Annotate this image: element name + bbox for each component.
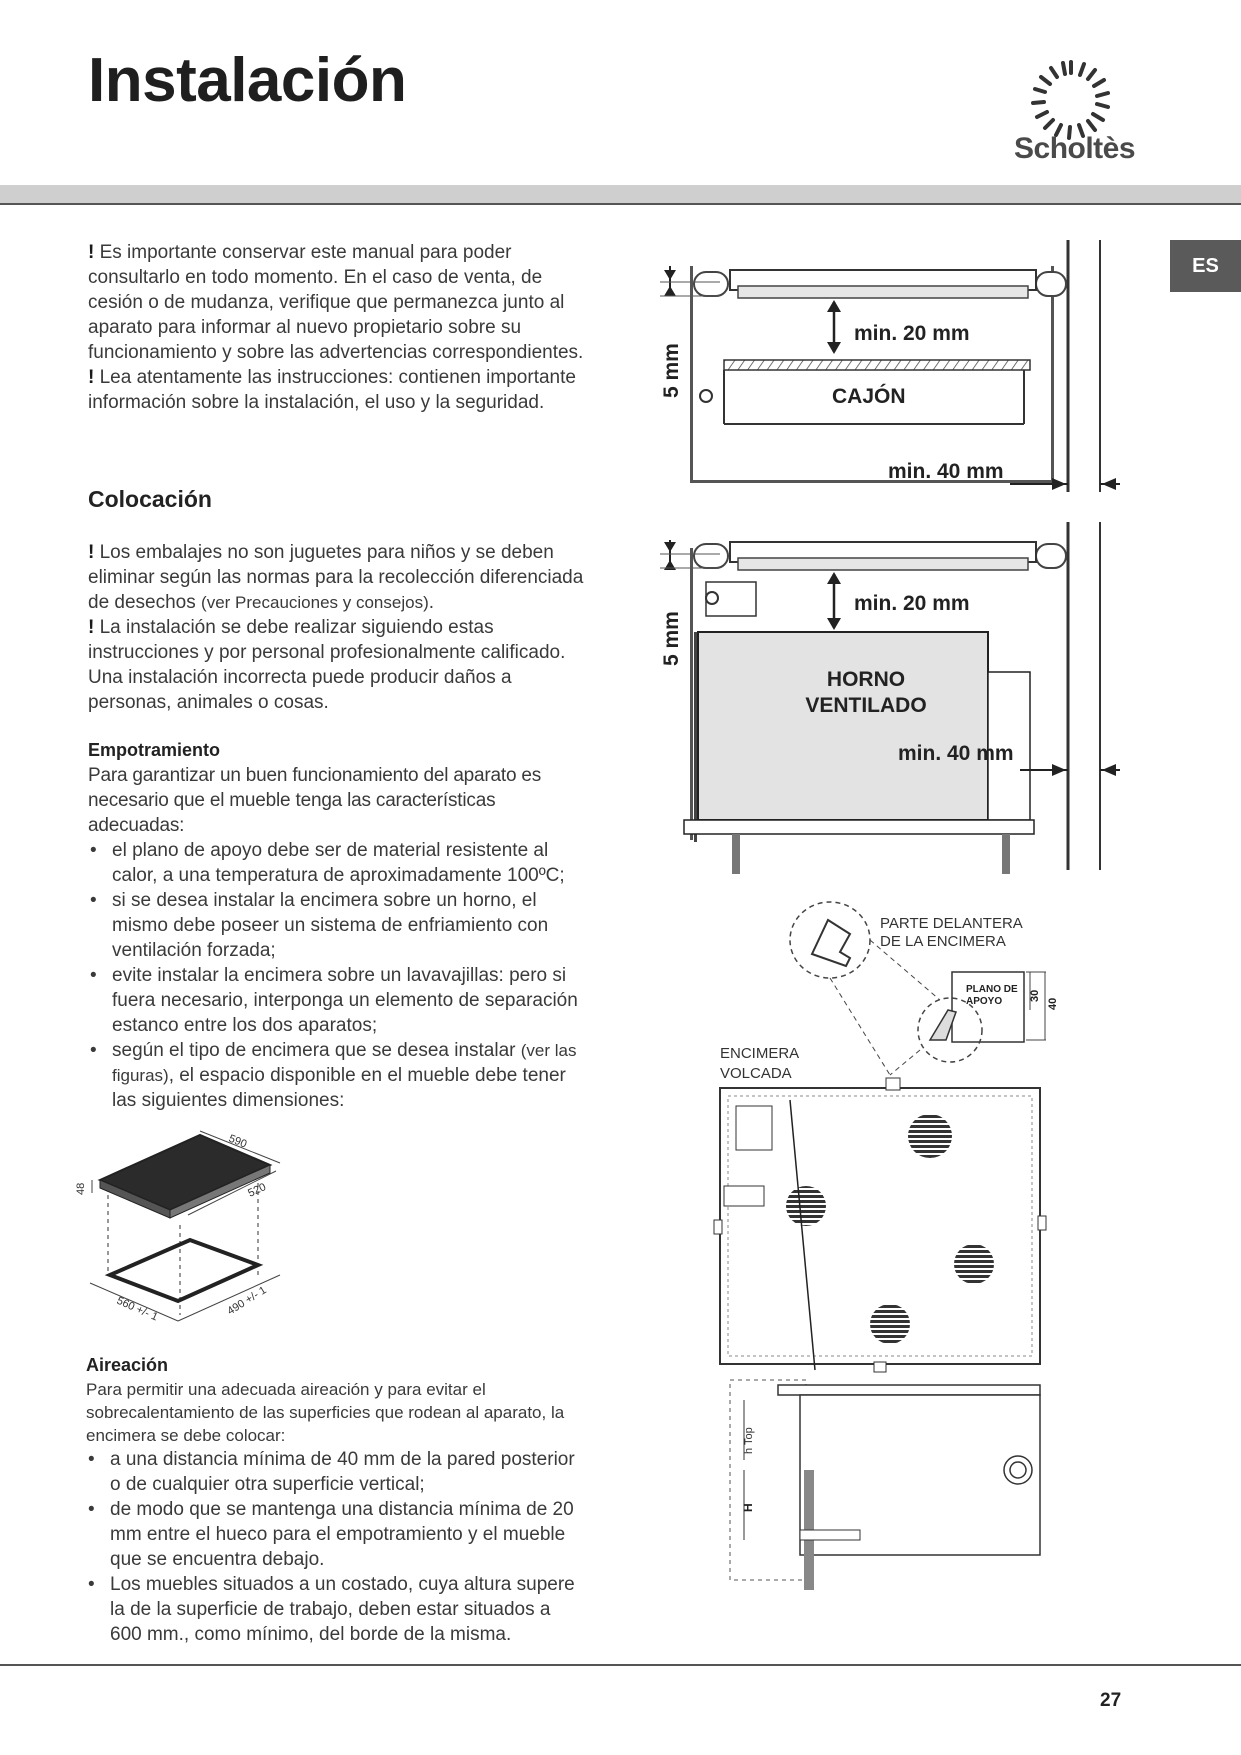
oven-diagram xyxy=(660,522,1120,874)
drawer-diagram xyxy=(660,240,1120,492)
oven-thickness: 5 mm xyxy=(660,611,683,666)
drawer-gap-side: min. 40 mm xyxy=(888,460,1004,483)
empotramiento-heading: Empotramiento xyxy=(88,740,221,760)
header-divider xyxy=(0,203,1241,205)
mounting-diagram xyxy=(700,900,1100,1620)
page-number: 27 xyxy=(1100,1690,1122,1711)
language-tab[interactable]: ES xyxy=(1170,240,1241,292)
page-title: Instalación xyxy=(88,46,407,115)
header-band xyxy=(0,185,1241,203)
list-item: • de modo que se mantenga una distancia mínima de 20 mm entre el hueco para el empotramiento y el mueble que se encuentra debajo. xyxy=(86,1497,586,1572)
hob-dimension-drawing xyxy=(75,1125,320,1335)
dim-depth: 520 xyxy=(246,1181,268,1200)
aireacion-section xyxy=(86,1355,586,1647)
dim-cut-depth: 490 +/- 1 xyxy=(225,1284,269,1318)
colocacion-para-1: ! Los embalajes no son juguetes para niños y se deben eliminar según las normas para la recolección diferenciada de desechos (ver Precauciones y consejos). xyxy=(88,542,584,613)
h-top-label: h Top xyxy=(743,1427,755,1454)
oven-gap-top: min. 20 mm xyxy=(854,592,970,615)
list-item: • a una distancia mínima de 40 mm de la pared posterior o de cualquier otra superficie vertical; xyxy=(86,1447,586,1497)
aireacion-heading: Aireación xyxy=(86,1355,169,1375)
list-item: • si se desea instalar la encimera sobre un horno, el mismo debe poseer un sistema de enfriamiento con ventilación forzada; xyxy=(88,888,588,963)
dim-width: 590 xyxy=(226,1132,249,1151)
list-item: • el plano de apoyo debe ser de material resistente al calor, a una temperatura de aproximadamente 100ºC; xyxy=(88,838,588,888)
oven-label-2: VENTILADO xyxy=(805,694,927,717)
dim-30: 30 xyxy=(1029,989,1041,1002)
support-label-2: APOYO xyxy=(966,996,1003,1007)
precautions-link[interactable]: (ver Precauciones y consejos) xyxy=(201,593,429,612)
dim-height: 48 xyxy=(75,1182,87,1195)
footer-divider xyxy=(0,1664,1241,1666)
flipped-label-1: ENCIMERA xyxy=(720,1045,800,1062)
drawer-label: CAJÓN xyxy=(832,385,906,408)
colocacion-section xyxy=(88,540,588,715)
oven-gap-side: min. 40 mm xyxy=(898,742,1014,765)
drawer-gap-top: min. 20 mm xyxy=(854,322,970,345)
list-item: • evite instalar la encimera sobre un lavavajillas: pero si fuera necesario, interponga un elemento de separación estanco entre los dos aparatos; xyxy=(88,963,588,1038)
support-label-1: PLANO DE xyxy=(966,984,1018,995)
front-label-2: DE LA ENCIMERA xyxy=(880,933,1006,950)
empotramiento-list xyxy=(88,838,588,1113)
dim-cut-width: 560 +/- 1 xyxy=(114,1294,160,1324)
list-item: • Los muebles situados a un costado, cuya altura supere la de la superficie de trabajo, deben estar situados a 600 mm., como mínimo, del borde de la misma. xyxy=(86,1572,586,1647)
aireacion-intro: Para permitir una adecuada aireación y para evitar el sobrecalentamiento de las superficies que rodean al aparato, la encimera se debe colocar: xyxy=(86,1380,565,1445)
empotramiento-intro: Para garantizar un buen funcionamiento del aparato es necesario que el mueble tenga las características adecuadas: xyxy=(88,765,542,836)
colocacion-para-2: ! La instalación se debe realizar siguiendo estas instrucciones y por personal profesionalmente calificado. Una instalación incorrecta puede producir daños a personas, animales o cosas. xyxy=(88,617,566,713)
h-label: H xyxy=(741,1503,755,1512)
front-label-1: PARTE DELANTERA xyxy=(880,915,1023,932)
colocacion-title: Colocación xyxy=(88,486,212,512)
brand-name: Scholtès xyxy=(1014,132,1136,165)
cabinet-diagrams xyxy=(640,230,1110,870)
intro-para-1: ! Es importante conservar este manual para poder consultarlo en todo momento. En el caso de venta, de cesión o de mudanza, verifique que permanezca junto al aparato para informar al nuevo propietario sobre su funcionamiento y sobre las advertencias correspondientes. xyxy=(88,242,584,363)
oven-label-1: HORNO xyxy=(826,668,906,691)
drawer-thickness: 5 mm xyxy=(660,343,683,398)
empotramiento-section xyxy=(88,740,588,1113)
intro-para-2: ! Lea atentamente las instrucciones: contienen importante información sobre la instalación, el uso y la seguridad. xyxy=(88,367,576,413)
intro-section xyxy=(88,240,588,415)
list-item: • según el tipo de encimera que se desea instalar (ver las figuras), el espacio disponible en el mueble debe tener las siguientes dimensiones: xyxy=(88,1038,588,1113)
flipped-label-2: VOLCADA xyxy=(720,1065,792,1082)
dim-40: 40 xyxy=(1047,997,1059,1010)
aireacion-list xyxy=(86,1447,586,1647)
figures-link[interactable]: (ver las figuras) xyxy=(112,1041,577,1085)
